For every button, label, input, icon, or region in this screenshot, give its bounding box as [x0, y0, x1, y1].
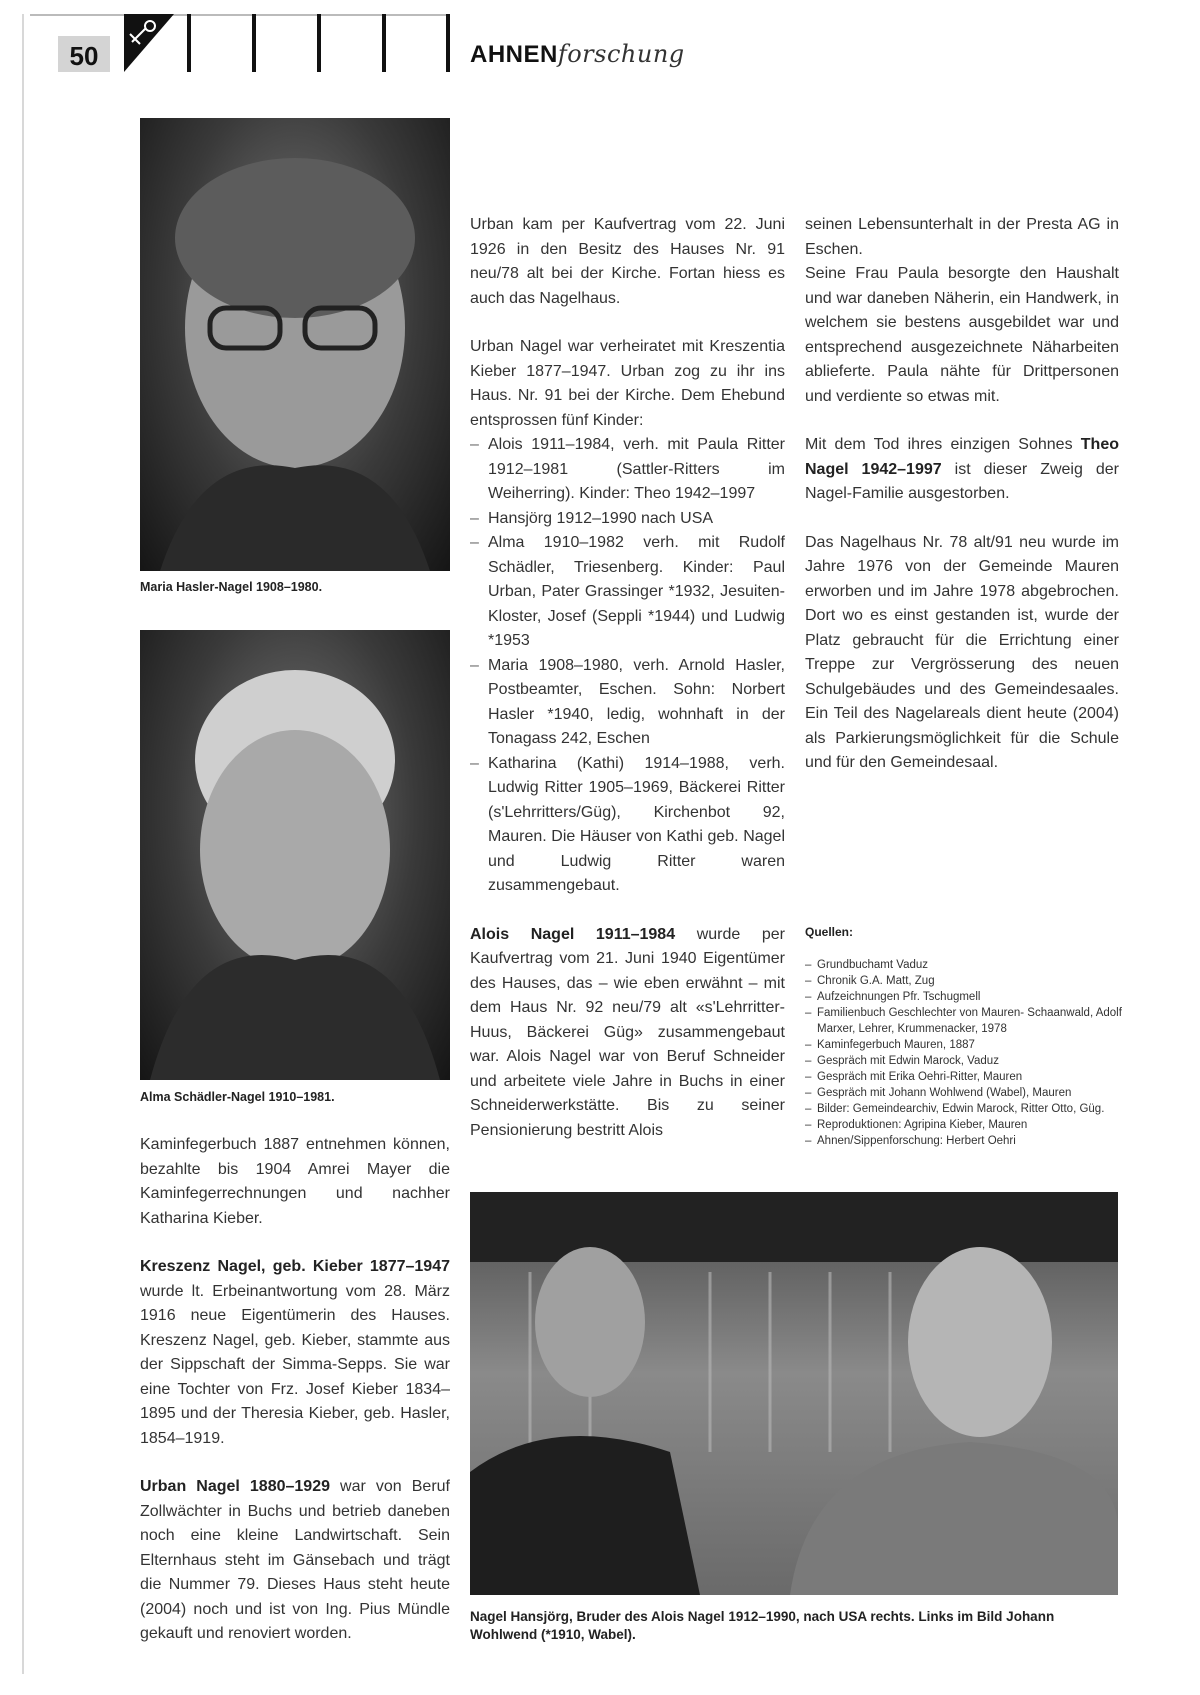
- heading-urban: Urban Nagel 1880–1929: [140, 1478, 330, 1495]
- list-item: – Bilder: Gemeindearchiv, Edwin Marock, Ritter Otto, Güg.: [805, 1101, 1125, 1117]
- heading-kreszenz: Kreszenz Nagel, geb. Kieber 1877–1947: [140, 1258, 450, 1275]
- header-divider: [382, 14, 386, 72]
- header-divider: [317, 14, 321, 72]
- group-photo-hansjoerg: [470, 1192, 1118, 1595]
- paragraph-kaufvertrag: Urban kam per Kaufvertrag vom 22. Juni 1926 in den Besitz des Hauses Nr. 91 neu/78 alt bei der Kirche. Fortan hiess es auch das Nagelhaus.: [470, 216, 785, 307]
- column-2: [470, 213, 785, 1167]
- paragraph-text: Mit dem Tod ihres einzigen Sohnes: [805, 436, 1081, 453]
- paragraph-urban: [140, 1475, 450, 1647]
- paragraph-kaminfeger: Kaminfegerbuch 1887 entnehmen können, bezahlte bis 1904 Amrei Mayer die Kaminfegerrechnungen und nachher Katharina Kieber.: [140, 1136, 450, 1227]
- paragraph-kreszenz: [140, 1255, 450, 1451]
- list-item: – Chronik G.A. Matt, Zug: [805, 973, 1125, 989]
- group-photo-figures: [470, 1192, 1118, 1595]
- column-3: [805, 213, 1119, 800]
- page-number: 50: [58, 36, 110, 72]
- list-item: – Aufzeichnungen Pfr. Tschugmell: [805, 989, 1125, 1005]
- paragraph-text: wurde lt. Erbeinantwortung vom 28. März 1916 neue Eigentümerin des Hauses. Kreszenz Nagel, geb. Kieber, stammte aus der Sippschaft der Simma-Sepps. Sie war eine Tochter von Frz. Josef Kieber 1834–1895 und der Theresia Kieber, geb. Hasler, 1854–1919.: [140, 1282, 450, 1447]
- portrait-photo-alma: [140, 630, 450, 1080]
- logo-icon: [124, 14, 174, 72]
- section-title-main: AHNEN: [470, 41, 558, 68]
- header-top-rule: [30, 14, 450, 16]
- paragraph-presta: seinen Lebensunterhalt in der Presta AG in Eschen.: [805, 216, 1119, 258]
- paragraph-paula: Seine Frau Paula besorgte den Haushalt und war daneben Näherin, ein Handwerk, in welchem sie bestens ausgebildet war und entsprechend ausgezeichnete Näharbeiten ablieferte. Paula nähte für Drittpersonen und verdiente so etwas mit.: [805, 265, 1119, 405]
- paragraph-nagelhaus: Das Nagelhaus Nr. 78 alt/91 neu wurde im Jahre 1976 von der Gemeinde Mauren erworben und im Jahre 1978 abgebrochen. Dort wo es einst gestanden ist, wurde der Platz gebraucht für die Errichtung einer Treppe zur Vergrösserung des neuen Schulgebäudes und des Gemeindesaales. Ein Teil des Nagelareals dient heute (2004) als Parkierungsmöglichkeit für die Schule und für den Gemeindesaal.: [805, 533, 1119, 771]
- list-item: – Alois 1911–1984, verh. mit Paula Ritter 1912–1981 (Sattler-Ritters im Weiherring). Kinder: Theo 1942–1997: [470, 433, 785, 507]
- logo: [124, 14, 174, 72]
- paragraph-theo: [805, 433, 1119, 507]
- sources-list: [805, 957, 1125, 1149]
- list-item: – Gespräch mit Johann Wohlwend (Wabel), Mauren: [805, 1085, 1125, 1101]
- portrait-silhouette: [140, 118, 450, 571]
- header-divider: [187, 14, 191, 72]
- list-item: – Kaminfegerbuch Mauren, 1887: [805, 1037, 1125, 1053]
- section-title: [470, 40, 685, 69]
- section-title-script: forschung: [557, 40, 685, 68]
- heading-theo: Theo Nagel 1942–1997: [805, 436, 1119, 478]
- header-divider: [446, 14, 450, 72]
- photo-caption-alma: Alma Schädler-Nagel 1910–1981.: [140, 1090, 335, 1104]
- photo-caption-maria: Maria Hasler-Nagel 1908–1980.: [140, 580, 323, 594]
- paragraph-ehe: Urban Nagel war verheiratet mit Kreszentia Kieber 1877–1947. Urban zog zu ihr ins Haus. Nr. 91 bei der Kirche. Dem Ehebund entsprossen fünf Kinder:: [470, 338, 785, 429]
- paragraph-text: wurde per Kaufvertrag vom 21. Juni 1940 Eigentümer des Hauses, das – wie eben erwähnt – mit dem Haus Nr. 92 neu/79 alt «s'Lehrritter-Huus, Bäckerei Güg» zusammengebaut war. Alois Nagel war von Beruf Schneider und arbeitete viele Jahre in Buchs in einer Schneiderwerkstätte. Bis zu seiner Pensionierung bestritt Alois: [470, 925, 785, 1139]
- list-item: – Reproduktionen: Agripina Kieber, Mauren: [805, 1117, 1125, 1133]
- header-divider: [252, 14, 256, 72]
- paragraph-alois: [470, 923, 785, 1144]
- list-item: – Gespräch mit Erika Oehri-Ritter, Mauren: [805, 1069, 1125, 1085]
- list-item: – Ahnen/Sippenforschung: Herbert Oehri: [805, 1133, 1125, 1149]
- list-item: – Alma 1910–1982 verh. mit Rudolf Schädler, Triesenberg. Kinder: Paul Urban, Pater Grassinger *1932, Jesuiten-Kloster, Josef (Seppli *1944) und Ludwig *1953: [470, 531, 785, 654]
- paragraph-text: war von Beruf Zollwächter in Buchs und betrieb daneben noch eine kleine Landwirtschaft. Sein Elternhaus steht im Gänsebach und trägt die Nummer 79. Dieses Haus steht heute (2004) noch und ist von Ing. Pius Mündle gekauft und renoviert worden.: [140, 1478, 450, 1642]
- column-1: [140, 1133, 450, 1671]
- heading-alois: Alois Nagel 1911–1984: [470, 925, 676, 943]
- list-item: – Grundbuchamt Vaduz: [805, 957, 1125, 973]
- portrait-silhouette: [140, 630, 450, 1080]
- list-item: – Maria 1908–1980, verh. Arnold Hasler, Postbeamter, Eschen. Sohn: Norbert Hasler *1940, ledig, wohnhaft in der Tonagass 242, Eschen: [470, 654, 785, 752]
- list-item: – Hansjörg 1912–1990 nach USA: [470, 507, 785, 532]
- left-margin-rule: [22, 14, 24, 1674]
- paragraph-text: ist dieser Zweig der Nagel-Familie ausgestorben.: [805, 460, 1119, 502]
- list-item: – Gespräch mit Edwin Marock, Vaduz: [805, 1053, 1125, 1069]
- list-item: – Familienbuch Geschlechter von Mauren- Schaanwald, Adolf Marxer, Lehrer, Krummenacker, 1978: [805, 1005, 1125, 1037]
- portrait-photo-maria: [140, 118, 450, 571]
- sources-heading: Quellen:: [805, 925, 854, 939]
- children-list: [470, 433, 785, 899]
- list-item: – Katharina (Kathi) 1914–1988, verh. Ludwig Ritter 1905–1969, Bäckerei Ritter (s'Lehrritters/Güg), Kirchenbot 92, Mauren. Die Häuser von Kathi geb. Nagel und Ludwig Ritter waren zusammengebaut.: [470, 752, 785, 899]
- photo-caption-group: Nagel Hansjörg, Bruder des Alois Nagel 1912–1990, nach USA rechts. Links im Bild Johann Wohlwend (*1910, Wabel).: [470, 1609, 1055, 1642]
